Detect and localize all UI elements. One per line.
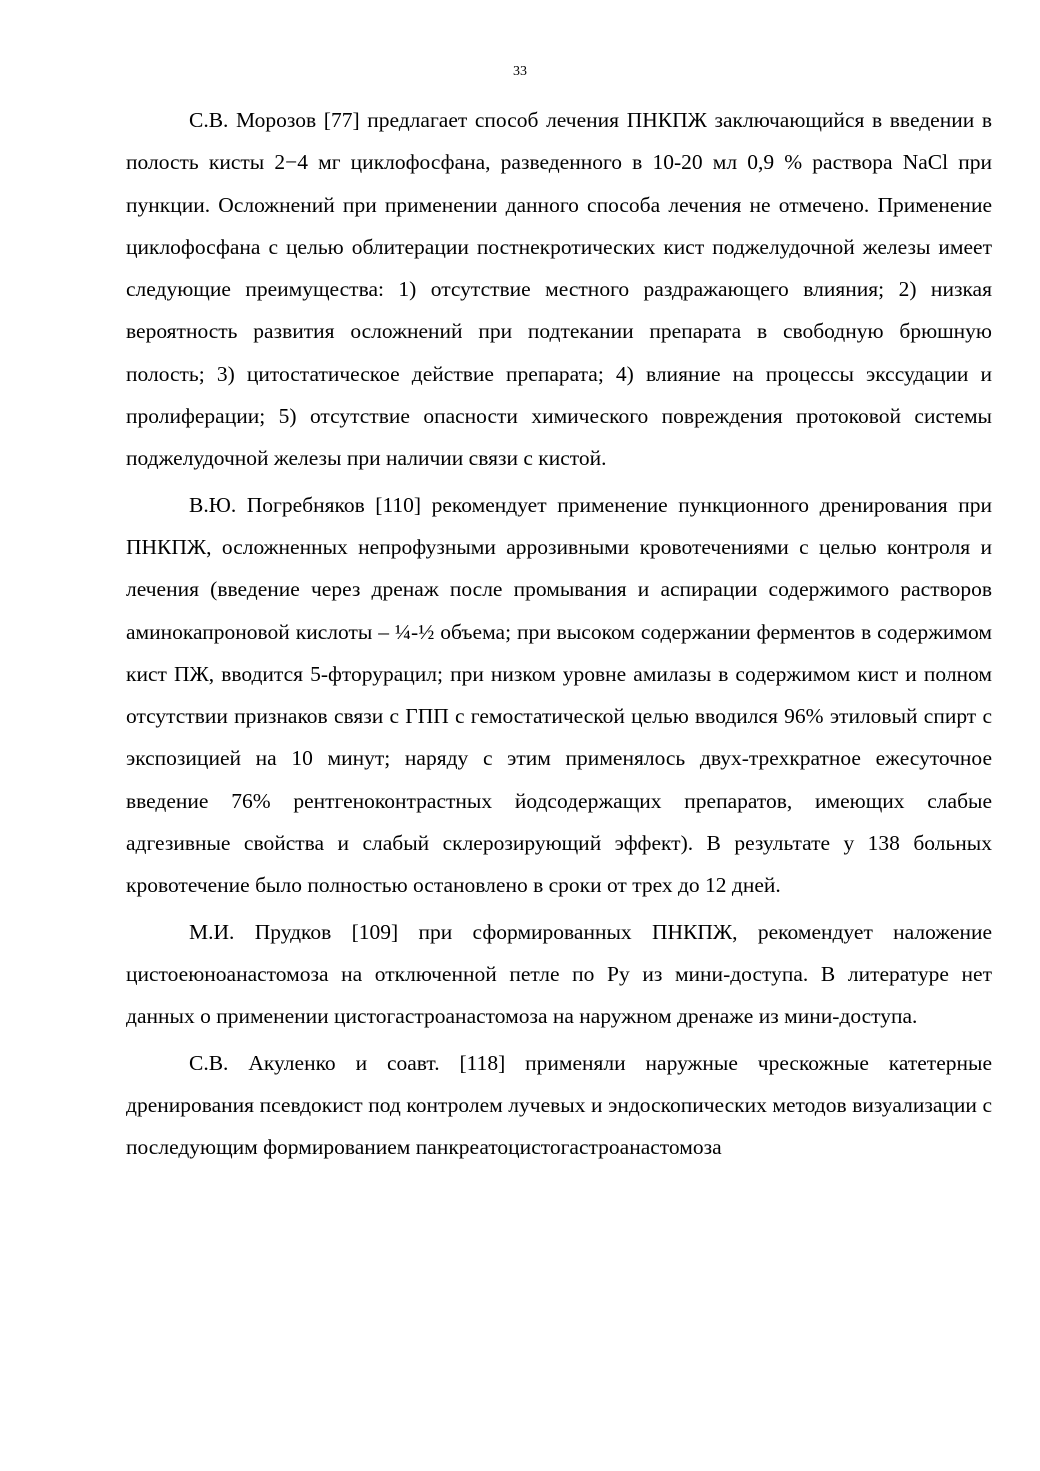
paragraph-pogrebnyakov: В.Ю. Погребняков [110] рекомендует применение пункционного дренирования при ПНКПЖ, осложненных непрофузными аррозивными кровотечениями с целью контроля и лечения (введение через дренаж после промывания и аспирации содержимого растворов аминокапроновой кислоты – ¼-½ объема; при высоком содержании ферментов в содержимом кист ПЖ, вводится 5-фторурацил; при низком уровне амилазы в содержимом кист и полном отсутствии признаков связи с ГПП с гемостатической целью вводился 96% этиловый спирт с экспозицией на 10 минут; наряду с этим применялось двух-трехкратное ежесуточное введение 76% рентгеноконтрастных йодсодержащих препаратов, имеющих слабые адгезивные свойства и слабый склерозирующий эффект). В результате у 138 больных кровотечение было полностью остановлено в сроки от трех до 12 дней. [126, 492, 992, 898]
page-number: 33 [513, 64, 527, 79]
paragraph-akulenko: С.В. Акуленко и соавт. [118] применяли наружные чрескожные катетерные дренирования псевдокист под контролем лучевых и эндоскопических методов визуализации с последующим формированием панкреатоцистогастроанастомоза [126, 1050, 992, 1160]
paragraph-prudkov: М.И. Прудков [109] при сформированных ПНКПЖ, рекомендует наложение цистоеюноанастомоза на отключенной петле по Ру из мини-доступа. В литературе нет данных о применении цистогастроанастомоза на наружном дренаже из мини-доступа. [126, 919, 992, 1029]
paragraph-morozov: С.В. Морозов [77] предлагает способ лечения ПНКПЖ заключающийся в введении в полость кисты 2−4 мг циклофосфана, разведенного в 10-20 мл 0,9 % раствора NaCl при пункции. Осложнений при применении данного способа лечения не отмечено. Применение циклофосфана с целью облитерации постнекротических кист поджелудочной железы имеет следующие преимущества: 1) отсутствие местного раздражающего влияния; 2) низкая вероятность развития осложнений при подтекании препарата в свободную брюшную полость; 3) цитостатическое действие препарата; 4) влияние на процессы экссудации и пролиферации; 5) отсутствие опасности химического повреждения протоковой системы поджелудочной железы при наличии связи с кистой. [126, 108, 992, 471]
body-text [126, 99, 992, 1168]
